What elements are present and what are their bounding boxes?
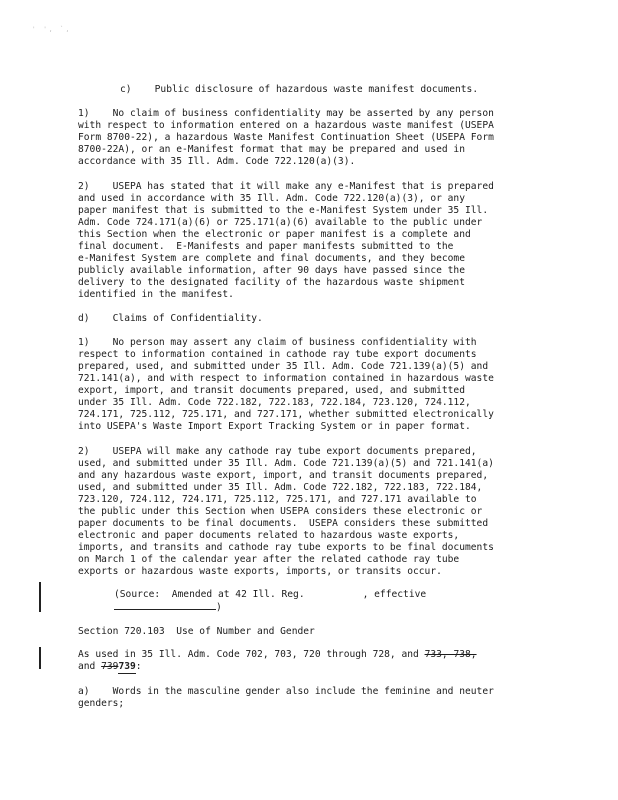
section-c-para2-line: identified in the manifest. — [78, 289, 234, 300]
section-c-para2-line: final document. E-Manifests and paper manifests submitted to the — [78, 241, 454, 252]
revision-margin-bar — [39, 647, 41, 669]
section-d-para2-line: electronic and paper documents related to hazardous waste exports, — [78, 530, 460, 541]
item-a-line2: genders; — [78, 698, 125, 709]
section-d-para1-line: into USEPA's Waste Import Export Tracking System or in paper format. — [78, 421, 471, 432]
section-d-para2-line: used, and submitted under 35 Ill. Adm. Code 722.182, 722.183, 722.184, — [78, 482, 483, 493]
section-c-para2-line: delivery to the designated facility of the hazardous waste shipment — [78, 277, 465, 288]
section-c-para2-line: Adm. Code 724.171(a)(6) or 725.171(a)(6) available to the public under — [78, 217, 483, 228]
section-d-para1-line: prepared, used, and submitted under 35 Ill. Adm. Code 721.139(a)(5) and — [78, 361, 489, 372]
section-d-para2-line: 723.120, 724.112, 724.171, 725.112, 725.171, and 727.171 available to — [78, 494, 477, 505]
section-d-para1-line: 724.171, 725.112, 725.171, and 727.171, whether submitted electronically — [78, 409, 494, 420]
section-c-para2-line: publicly available information, after 90 days have passed since the — [78, 265, 465, 276]
section-d-para2-line: and any hazardous waste export, import, and transit documents prepared, — [78, 470, 489, 481]
source-note-close: ) — [216, 602, 222, 613]
section-d-heading: d) Claims of Confidentiality. — [78, 313, 263, 324]
section-c-para1-line: 8700-22A), or an e-Manifest format that may be prepared and used in — [78, 144, 465, 155]
section-d-para2-line: used, and submitted under 35 Ill. Adm. Code 721.139(a)(5) and 721.141(a) — [78, 458, 494, 469]
struck-text: 733, 738, — [424, 649, 477, 660]
section-d-para1-line: under 35 Ill. Adm. Code 722.182, 722.183, 722.184, 723.120, 724.112, — [78, 397, 471, 408]
section-c-para2-line: paper manifest that is submitted to the e-Manifest System under 35 Ill. — [78, 205, 489, 216]
section-d-para1-line: 721.141(a), and with respect to information contained in hazardous waste — [78, 373, 494, 384]
section-c-para2-line: and used in accordance with 35 Ill. Adm. Code 722.120(a)(3), or any — [78, 193, 465, 204]
blank-date-underline — [114, 599, 216, 610]
section-720-103-heading: Section 720.103 Use of Number and Gender — [78, 626, 315, 637]
section-d-para1-line: respect to information contained in cathode ray tube export documents — [78, 349, 477, 360]
section-720-103-intro-line2 — [78, 661, 142, 674]
section-d-para2-line: paper documents to be final documents. USEPA considers these submitted — [78, 518, 489, 529]
section-c-para1-line: Form 8700-22), a hazardous Waste Manifest Continuation Sheet (USEPA Form — [78, 132, 494, 143]
section-c-para2-line: e-Manifest System are complete and final documents, and they become — [78, 253, 465, 264]
section-c-para1-line: 1) No claim of business confidentiality may be asserted by any person — [78, 108, 494, 119]
source-note-line2 — [114, 599, 222, 614]
intro-text: and — [78, 661, 102, 672]
section-d-para2-line: imports, and transits and cathode ray tube exports to be final documents — [78, 542, 494, 553]
source-note-effective: , effective — [362, 589, 427, 600]
section-c-para2-line: this Section when the electronic or paper manifest is a complete and — [78, 229, 471, 240]
section-d-para2-line: exports or hazardous waste exports, imports, or transits occur. — [78, 566, 442, 577]
intro-text: : — [135, 661, 142, 672]
source-note-prefix: (Source: Amended at 42 Ill. Reg. — [114, 589, 305, 600]
revision-margin-bar — [39, 582, 41, 612]
section-d-para2-line: on March 1 of the calendar year after the related cathode ray tube — [78, 554, 460, 565]
item-a-line1: a) Words in the masculine gender also include the feminine and neuter — [78, 686, 494, 697]
section-d-para1-line: export, import, and transit documents prepared, used, and submitted — [78, 385, 465, 396]
section-c-para2-line: 2) USEPA has stated that it will make any e-Manifest that is prepared — [78, 181, 494, 192]
section-d-para2-line: the public under this Section when USEPA considers these electronic or — [78, 506, 483, 517]
section-d-para2-line: 2) USEPA will make any cathode ray tube export documents prepared, — [78, 446, 477, 457]
scan-artifact-mark: ' ', `, — [32, 26, 72, 33]
section-c-para1-line: accordance with 35 Ill. Adm. Code 722.120(a)(3). — [78, 156, 356, 167]
section-720-103-intro-line1 — [78, 649, 477, 661]
intro-text: As used in 35 Ill. Adm. Code 702, 703, 720 through 728, and — [78, 649, 425, 660]
inserted-text: 739 — [118, 661, 136, 672]
section-d-para1-line: 1) No person may assert any claim of business confidentiality with — [78, 337, 477, 348]
section-c-para1-line: with respect to information entered on a hazardous waste manifest (USEPA — [78, 120, 494, 131]
section-c-heading: c) Public disclosure of hazardous waste manifest documents. — [120, 84, 479, 95]
struck-text: 739 — [101, 661, 119, 672]
